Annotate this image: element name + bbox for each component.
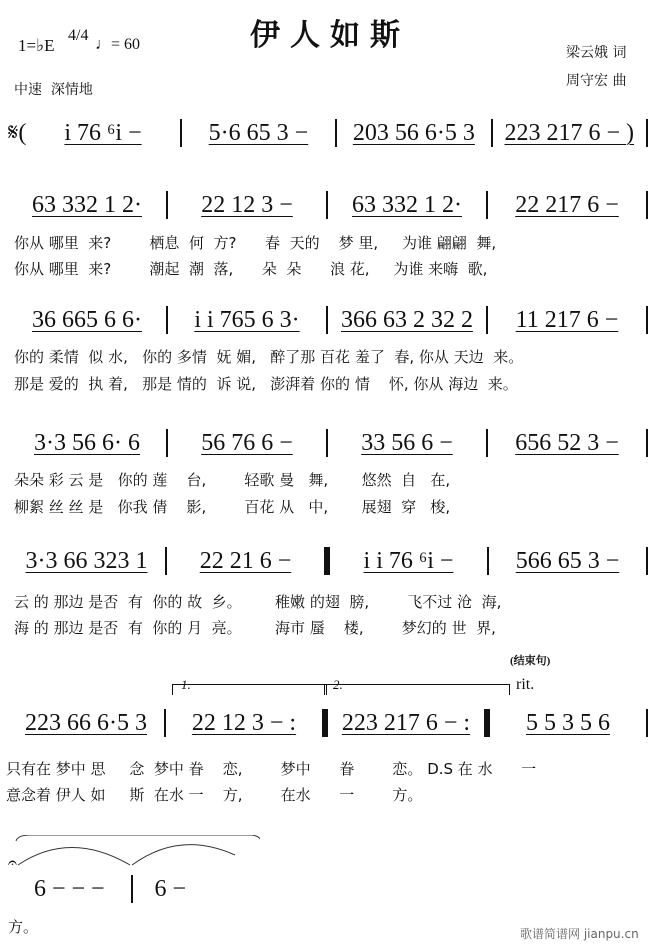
staff-row [8,118,648,148]
lyrics-verse-2: 那是 爱的 执 着, 那是 情的 诉 说, 澎湃着 你的 情 怀, 你从 海边 来。 [14,375,518,393]
lyrics-verse-1: 云 的 那边 是否 有 你的 故 乡。 稚嫩 的翅 膀, 飞不过 沧 海, [14,593,502,611]
measure: 22 12 3 − : [191,709,297,736]
measure: 3·3 56 6· 6 [34,429,140,456]
staff-row [8,708,648,738]
measure: 63 332 1 2· [32,191,142,218]
end-phrase-label: (结束句) [510,655,551,667]
staff-row [8,428,648,458]
measure: i i 765 6 3· [194,306,300,333]
lyrics-verse-1: 朵朵 彩 云 是 你的 莲 台, 轻歌 曼 舞, 悠然 自 在, [14,471,451,489]
lyricist: 梁云娥 词 [566,45,627,61]
staff-row [8,305,648,335]
lyrics-final: 方。 [8,918,39,936]
volta-1 [172,677,327,695]
measure: 656 52 3 − [515,429,619,456]
tempo-marking: 中速 深情地 [14,82,93,98]
measure: 6 − [154,875,187,902]
lyrics-verse-2: 你从 哪里 来? 潮起 潮 落, 朵 朵 浪 花, 为谁 来嗨 歌, [14,260,488,278]
lyrics-verse-2: 海 的 那边 是否 有 你的 月 亮。 海市 蜃 楼, 梦幻的 世 界, [14,619,496,637]
staff-row [8,546,648,576]
lyrics-verse-1: 只有在 梦中 思 念 梦中 眷 恋, 梦中 眷 恋。 D.S 在 水 一 [6,760,537,778]
measure: 3·3 66 323 1 [25,547,148,574]
composer: 周守宏 曲 [566,73,627,89]
measure: 5·6 65 3 − [208,119,309,146]
measure: 22 217 6 − [515,191,619,218]
staff-row [8,874,208,904]
lyrics-verse-1: 你的 柔情 似 水, 你的 多情 妩 媚, 醉了那 百花 羞了 春, 你从 天边 来。 [14,348,524,366]
tempo: ♩= 60 [95,36,141,53]
measure: 203 56 6·5 3 [352,119,475,146]
measure: 223 66 6·5 3 [25,709,147,736]
measure: 223 217 6 − ) [504,119,635,146]
ritardando-mark: rit. [516,676,535,693]
volta-1-label: 1. [181,677,191,692]
measure: 366 63 2 32 2 [341,306,473,333]
measure: 11 217 6 − [515,306,619,333]
staff-row [8,190,648,220]
measure: 33 56 6 − [361,429,453,456]
measure: 36 665 6 6· [32,306,142,333]
measure: 63 332 1 2· [352,191,462,218]
time-signature: 4/4 [68,27,89,44]
volta-2-label: 2. [333,677,343,692]
fermata-icon: 𝄐 [8,855,17,872]
measure: 223 217 6 − : [341,709,471,736]
measure: 566 65 3 − [515,547,620,574]
watermark: 歌谱简谱网 jianpu.cn [520,927,639,941]
segno-icon: 𝄋( [8,119,27,146]
measure: 56 76 6 − [201,429,293,456]
measure: 22 21 6 − [199,547,292,574]
lyrics-verse-2: 柳絮 丝 丝 是 你我 倩 影, 百花 从 中, 展翅 穿 梭, [14,498,451,516]
measure: 5 5 3 5 6 [526,709,610,736]
measure: i 76 ⁶i − [64,119,142,146]
volta-2 [324,677,510,695]
measure: 22 12 3 − [201,191,293,218]
measure: 6 − − − [33,875,105,902]
lyrics-verse-1: 你从 哪里 来? 栖息 何 方? 春 天的 梦 里, 为谁 翩翩 舞, [14,234,497,252]
song-title: 伊人如斯 [250,18,410,53]
lyrics-verse-2: 意念着 伊人 如 斯 在水 一 方, 在水 一 方。 [6,786,423,804]
measure: i i 76 ⁶i − [363,547,454,574]
key-signature: 1=♭E [18,36,55,55]
